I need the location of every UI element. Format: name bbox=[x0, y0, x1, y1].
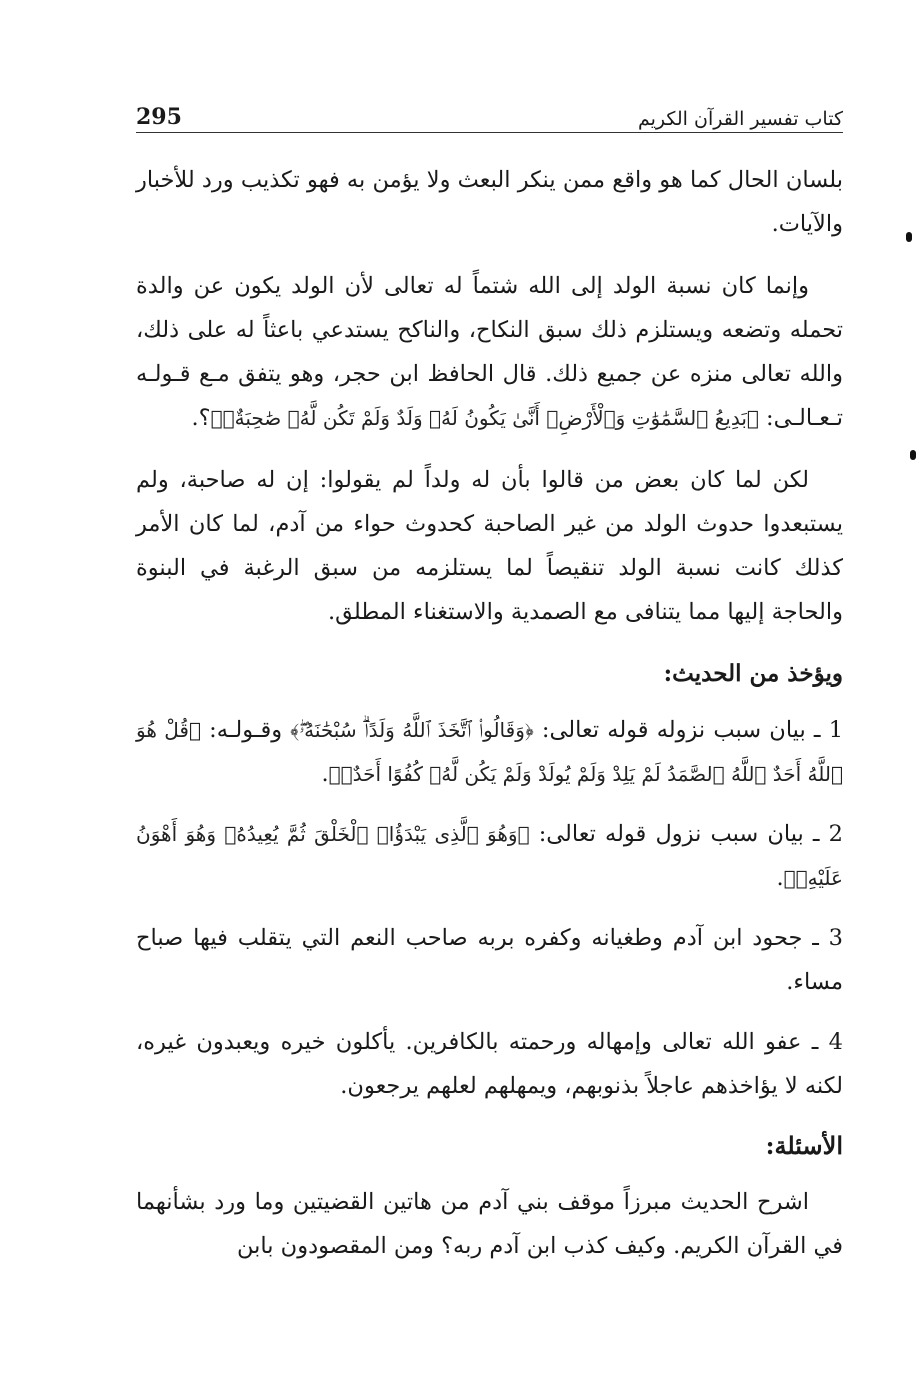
questions-paragraph: اشرح الحديث مبرزاً موقف بني آدم من هاتين القضيتين وما ورد بشأنهما في القرآن الكريم. وكيف كذب ابن آدم ربه؟ ومن المقصودون بابن bbox=[136, 1189, 843, 1259]
paragraph-1: بلسان الحال كما هو واقع ممن ينكر البعث ولا يؤمن به فهو تكذيب ورد للأخبار والآيات. bbox=[136, 167, 843, 237]
paragraph-2 bbox=[136, 264, 843, 440]
page-header bbox=[136, 96, 843, 133]
list-item-1 bbox=[136, 708, 843, 796]
scan-mark bbox=[906, 232, 912, 242]
list-item-1-mid: وقـولـه: bbox=[200, 717, 291, 743]
page-number: 295 bbox=[136, 104, 182, 130]
page-body bbox=[136, 158, 843, 1286]
questions-heading: الأسئلة: bbox=[765, 1131, 843, 1160]
scan-mark bbox=[910, 450, 916, 460]
quran-verse: ﴿بَدِيعُ ٱلسَّمَٰوَٰتِ وَٱلْأَرْضِۖ أَنَّىٰ يَكُونُ لَهُۥ وَلَدٌ وَلَمْ تَكُن لَّهُۥ صَٰحِبَةٌۖ﴾ bbox=[210, 406, 759, 430]
list-item-1-text: 1 ـ بيان سبب نزوله قوله تعالى: bbox=[533, 717, 844, 743]
quran-verse: ﴿وَهُوَ ٱلَّذِى يَبْدَؤُا۟ ٱلْخَلْقَ ثُمَّ يُعِيدُهُۥ وَهُوَ أَهْوَنُ عَلَيْهِۚ﴾ bbox=[136, 822, 843, 890]
quran-verse: ﴿وَقَالُوا۟ ٱتَّخَذَ ٱللَّهُ وَلَدًاۗ سُبْحَٰنَهُۥۖ﴾ bbox=[290, 718, 534, 742]
paragraph-3: لكن لما كان بعض من قالوا بأن له ولداً لم يقولوا: إن له صاحبة، ولم يستبعدوا حدوث الولد من غير الصاحبة كحدوث حواء من آدم، لما كان الأمر كذلك كانت نسبة الولد تنقيصاً لما يستلزمه من سبق الرغبة في البنوة والحاجة إليها مما يتنافى مع الصمدية والاستغناء المطلق. bbox=[136, 467, 843, 625]
list-item-2 bbox=[136, 812, 843, 900]
paragraph-2-end: ؟. bbox=[191, 405, 211, 431]
list-item-3: 3 ـ جحود ابن آدم وطغيانه وكفره بربه صاحب النعم التي يتقلب فيها صباح مساء. bbox=[136, 925, 843, 995]
list-item-1-end: . bbox=[321, 761, 329, 787]
running-title: كتاب تفسير القرآن الكريم bbox=[637, 108, 843, 130]
list-item-2-end: . bbox=[776, 865, 784, 891]
list-item-2-text: 2 ـ بيان سبب نزول قوله تعالى: bbox=[529, 821, 843, 847]
paragraph-2-text: وإنما كان نسبة الولد إلى الله شتماً له تعالى لأن الولد يكون عن والدة تحمله وتضعه ويستلزم ذلك سبق النكاح، والناكح يستدعي باعثاً له على ذلك، والله تعالى منزه عن جميع ذلك. قال الحافظ ابن حجر، وهو يتفق مـع قـولـه تـعـالـى: bbox=[136, 273, 843, 431]
hadith-lessons-heading: ويؤخذ من الحديث: bbox=[663, 660, 843, 687]
quran-verse: ﴿قُلْ هُوَ ٱللَّهُ أَحَدٌ ٱللَّهُ ٱلصَّمَدُ لَمْ يَلِدْ وَلَمْ يُولَدْ وَلَمْ يَكُن لَّهُۥ كُفُوًا أَحَدٌۢ﴾ bbox=[136, 718, 843, 786]
list-item-4: 4 ـ عفو الله تعالى وإمهاله ورحمته بالكافرين. يأكلون خيره ويعبدون غيره، لكنه لا يؤاخذهم عاجلاً بذنوبهم، ويمهلهم لعلهم يرجعون. bbox=[136, 1029, 843, 1099]
